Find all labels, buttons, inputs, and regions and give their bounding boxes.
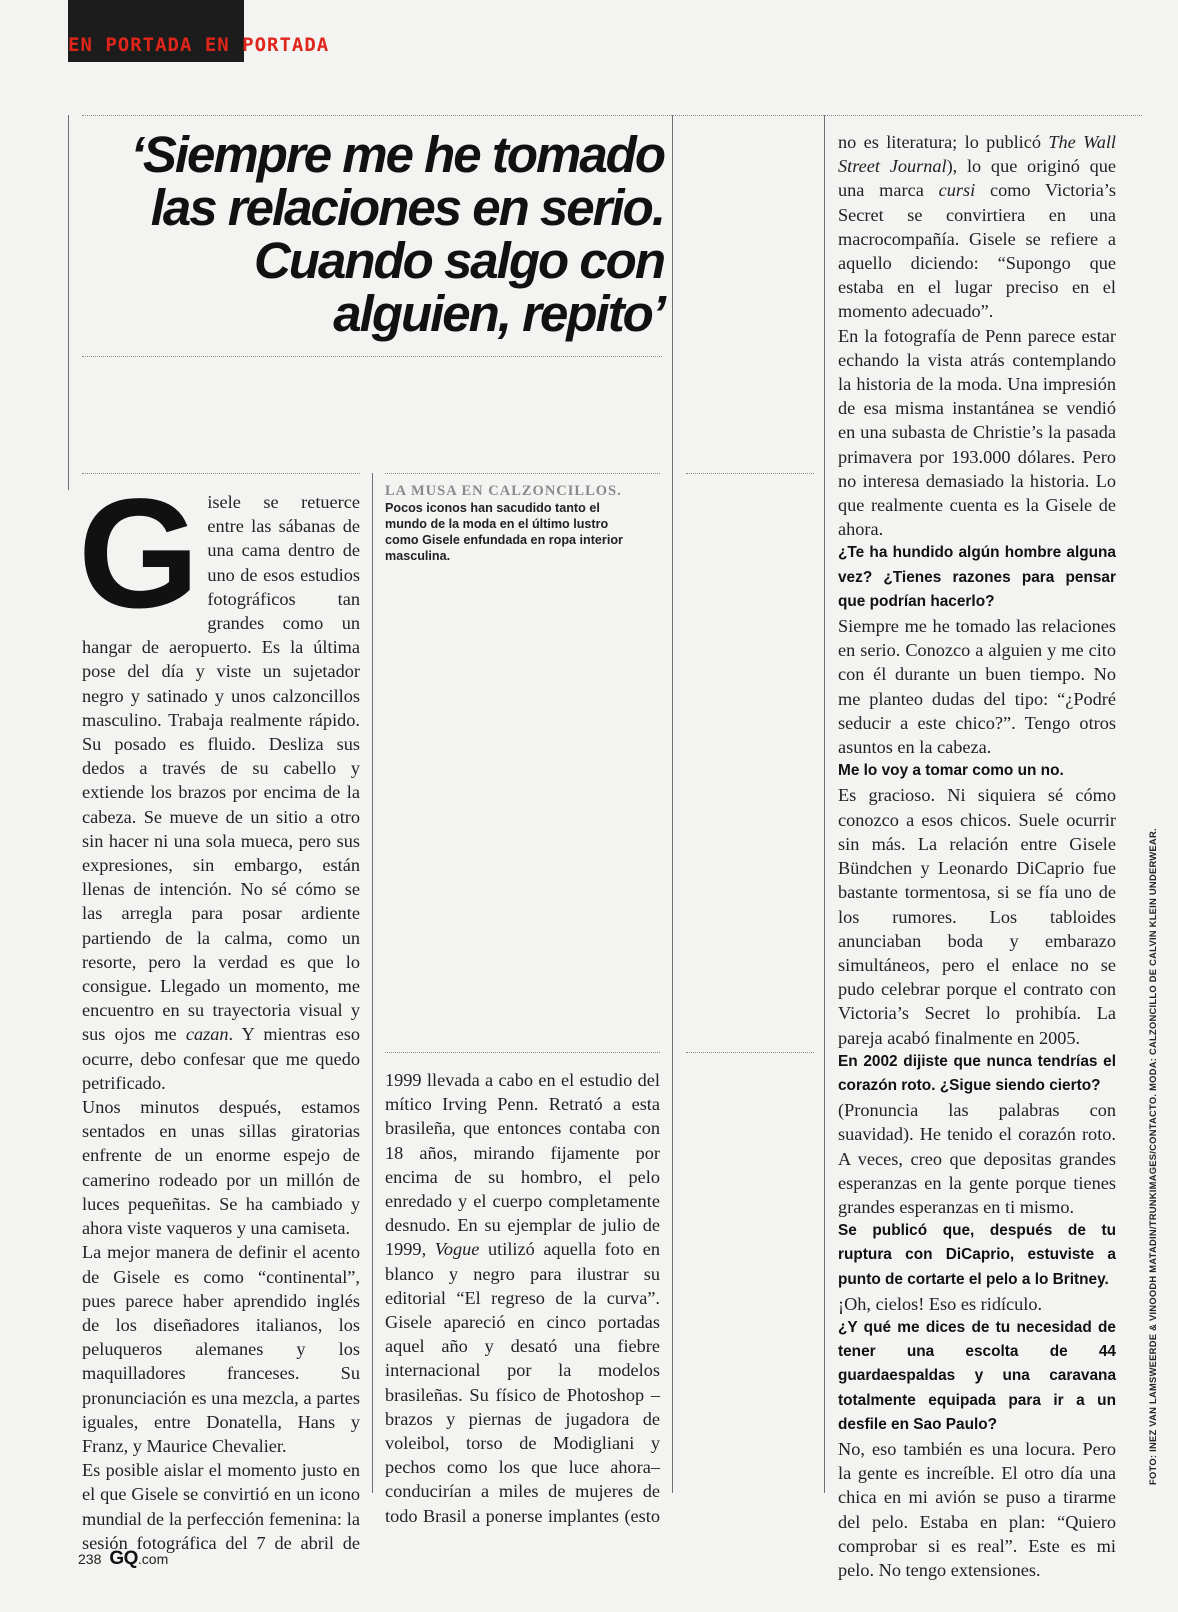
interview-answer-2: Es gracioso. Ni siquiera sé cómo conozco a esos chicos. Suele ocurrir sin más. La relación entre Gisele Bündchen y Leonardo DiCaprio fue bastante tormentosa, si se fía uno de los rumores. Los tabloides anunciaban boda y embarazo simultáneos, pero el enlace no se pudo celebrar porque el contrato con Victoria’s Secret lo prohibía. La pareja acabó finalmente en 2005. — [838, 785, 1116, 1048]
interview-answer-4: ¡Oh, cielos! Eso es ridículo. — [838, 1293, 1043, 1314]
caption-title: LA MUSA EN CALZONCILLOS. — [385, 483, 622, 499]
interview-question-3: En 2002 dijiste que nunca tendrías el corazón roto. ¿Sigue siendo cierto? — [838, 1052, 1116, 1094]
column-divider-3 — [824, 115, 825, 1493]
emphasis-vogue: Vogue — [434, 1239, 480, 1260]
column1-paragraph-2: Unos minutos después, estamos sentados en unas sillas giratorias enfrente de un enorme espejo de camerino rodeado por un millón de luces pequeñitas. Se ha cambiado y ahora viste vaqueros y una camiseta. — [82, 1097, 360, 1239]
pull-quote-left-rule — [68, 115, 69, 490]
photo-credit: FOTO: INEZ VAN LAMSWEERDE & VINOODH MATADIN/TRUNKIMAGES/CONTACTO. MODA: CALZONCILLO DE CALVIN KLEIN UNDERWEAR. — [1147, 828, 1158, 1485]
column3-paragraph-1: no es literatura; lo publicó The Wall Street Journal), lo que originó que una marca cursi como Victoria’s Secret se convirtiera en una macrocompañía. Gisele se refiere a aquello diciendo: “Supongo que estaba en el lugar preciso en el momento adecuado”. — [838, 132, 1116, 322]
page-number: 238 — [78, 1551, 102, 1567]
gutter-top-rule — [686, 473, 814, 474]
interview-question-2: Me lo voy a tomar como un no. — [838, 762, 1064, 780]
column2-mid-rule — [385, 1052, 660, 1053]
emphasis-cursi: cursi — [938, 180, 976, 201]
column-3 — [838, 130, 1116, 1582]
page-footer — [78, 1548, 168, 1570]
column-1 — [78, 467, 360, 1555]
drop-cap: G — [78, 467, 200, 641]
photo-caption — [385, 482, 645, 564]
caption-body: Pocos iconos han sacudido tanto el mundo de la moda en el último lustro como Gisele enfundada en ropa interior masculina. — [385, 501, 623, 563]
emphasis-cazan: cazan — [185, 1024, 229, 1045]
pull-quote-bottom-rule — [82, 356, 662, 357]
column1-paragraph-3: La mejor manera de definir el acento de Gisele es como “continental”, pues parece haber aprendido inglés de los diseñadores italianos, los peluqueros alemanes y los maquilladores franceses. Su pronunciación es una mezcla, a partes iguales, entre Donatella, Hans y Franz, y Maurice Chevalier. — [82, 1242, 360, 1456]
column-2 — [385, 1068, 660, 1528]
gutter-mid-rule — [686, 1052, 814, 1053]
interview-answer-1: Siempre me he tomado las relaciones en serio. Conozco a alguien y me cito con él durante un buen tiempo. No me planteo dudas del tipo: “¿Podré seducir a este chico?”. Tengo otros asuntos en la cabeza. — [838, 616, 1116, 758]
section-tag — [68, 0, 330, 62]
interview-answer-5: No, eso también es una locura. Pero la gente es increíble. El otro día una chica en mi avión se puso a tirarme del pelo. Estaba en plan: “Quiero comprobar si es real”. Este es mi pelo. No tengo extensiones. — [838, 1438, 1116, 1580]
interview-answer-3: (Pronuncia las palabras con suavidad). He tenido el corazón roto. A veces, creo que depositas grandes esperanzas en la gente porque tienes grandes esperanzas en ti mismo. — [838, 1100, 1116, 1217]
gq-domain: .com — [137, 1551, 169, 1567]
top-rule — [82, 115, 1142, 116]
column3-paragraph-2: En la fotografía de Penn parece estar echando la vista atrás contemplando la historia de la moda. Una impresión de esa misma instantánea se vendió en una subasta de Christie’s la pasada primavera por 193.000 dólares. Pero no interesa demasiado la historia. Lo que realmente cuenta es la Gisele de ahora. — [838, 325, 1116, 540]
interview-question-5: ¿Y qué me dices de tu necesidad de tener una escolta de 44 guardaespaldas y una caravana totalmente equipada para ir a un desfile en Sao Paulo? — [838, 1318, 1116, 1433]
column2-top-rule — [385, 473, 660, 474]
column-divider-1 — [372, 473, 373, 1493]
emphasis-wsj: The Wall Street Journal — [838, 132, 1116, 177]
column2-paragraph-1: 1999 llevada a cabo en el estudio del mítico Irving Penn. Retrató a esta brasileña, que entonces contaba con 18 años, mirando fijamente por encima de su hombro, el pelo enredado y el cuerpo completamente desnudo. En su ejemplar de julio de 1999, Vogue utilizó aquella foto en blanco y negro para ilustrar su editorial “El regreso de la curva”. Gisele apareció en cinco portadas aquel año y desató una fiebre internacional por la modelos brasileñas. Su físico de Photoshop –brazos y piernas de jugadora de voleibol, torso de Modigliani y pechos como los que luce ahora– conducirían a miles de mujeres de todo Brasil a ponerse implantes (esto — [385, 1070, 660, 1526]
column1-paragraph-4: Es posible aislar el momento justo en el que Gisele se convirtió en un icono mundial de la perfección femenina: la sesión fotográfica del 7 de abril de — [82, 1460, 360, 1553]
interview-question-4: Se publicó que, después de tu ruptura con DiCaprio, estuviste a punto de cortarte el pelo a lo Britney. — [838, 1222, 1116, 1288]
pull-quote: ‘Siempre me he tomado las relaciones en serio. Cuando salgo con alguien, repito’ — [130, 126, 664, 342]
gq-logo: GQ — [109, 1548, 138, 1569]
column1-paragraph-1: isele se retuerce entre las sábanas de una cama dentro de uno de esos estudios fotográficos tan grandes como un hangar de aeropuerto. Es la última pose del día y viste un sujetador negro y satinado y unos calzoncillos masculino. Trabaja realmente rápido. Su posado es fluido. Desliza sus dedos a través de su cabello y extiende los brazos por encima de la cabeza. Se mueve de un sitio a otro sin hacer ni una sola mueca, pero sus expresiones, sin embargo, están llenas de intención. No sé cómo se las arregla para posar ardiente partiendo de la calma, como un resorte, pero la verdad es que lo consigue. Llegado un momento, me encuentro en su trayectoria visual y sus ojos me cazan. Y mientras eso ocurre, debo confesar que me quedo petrificado. — [82, 492, 360, 1093]
interview-question-1: ¿Te ha hundido algún hombre alguna vez? ¿Tienes razones para pensar que podrían hacerlo? — [838, 544, 1116, 610]
column-divider-2 — [672, 115, 673, 1493]
section-tag-label: EN PORTADA EN PORTADA — [68, 34, 330, 56]
